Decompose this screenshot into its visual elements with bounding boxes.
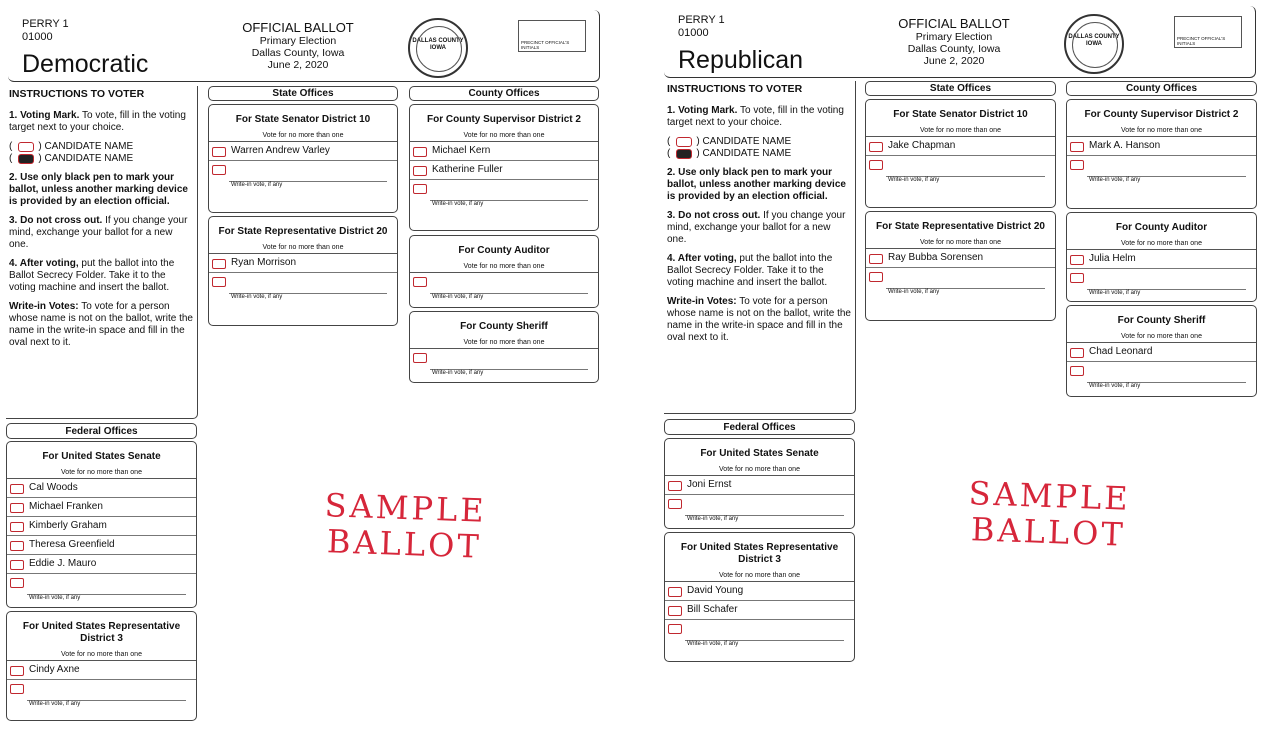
- candidate-row[interactable]: [7, 555, 196, 574]
- vote-oval-icon[interactable]: [413, 184, 427, 194]
- candidate-name: Mark A. Hanson: [1089, 140, 1161, 151]
- sample-filled-row: ( ) CANDIDATE NAME: [9, 153, 134, 164]
- vote-oval-icon[interactable]: [1070, 273, 1084, 283]
- vote-oval-icon[interactable]: [212, 277, 226, 287]
- vote-oval-icon[interactable]: [668, 606, 682, 616]
- instructions-text: [6, 86, 197, 358]
- vote-oval-icon[interactable]: [1070, 348, 1084, 358]
- race-title: For United States Senate: [42, 451, 161, 462]
- write-in-label: Write-in vote, if any: [1089, 383, 1141, 389]
- race-title: For County Sheriff: [1117, 315, 1206, 326]
- instruction-4: 4. After voting, put the ballot into the Ballot Secrecy Folder. Take it to the voting machine and insert the ballot.: [667, 253, 833, 288]
- sample-empty-oval-icon: [18, 142, 34, 152]
- federal-offices-header: Federal Offices: [6, 423, 197, 439]
- vote-oval-icon[interactable]: [1070, 366, 1084, 376]
- instructions-title: INSTRUCTIONS TO VOTER: [667, 83, 803, 95]
- candidate-name: David Young: [687, 585, 744, 596]
- instruction-writein: Write-in Votes: To vote for a person whose name is not on the ballot, write the name in the write-in space and fill in the oval next to it.: [9, 301, 193, 348]
- candidate-name: Cal Woods: [29, 482, 78, 493]
- precinct-code: 01000: [678, 27, 709, 39]
- candidate-row[interactable]: [665, 476, 854, 495]
- initials-label: PRECINCT OFFICIAL'S INITIALS: [1177, 36, 1226, 46]
- vote-for-instruction: Vote for no more than one: [410, 339, 598, 349]
- candidate-row[interactable]: [209, 142, 397, 161]
- race-county-supervisor: [409, 104, 599, 231]
- vote-oval-icon[interactable]: [10, 578, 24, 588]
- candidate-row[interactable]: [7, 661, 196, 680]
- candidate-row[interactable]: [866, 249, 1055, 268]
- ballot-separator: [602, 0, 658, 729]
- ballot-title: OFFICIAL BALLOT: [242, 20, 354, 35]
- race-title: For County Auditor: [1115, 222, 1208, 233]
- sample-empty-row: ( ) CANDIDATE NAME: [9, 141, 134, 152]
- race-county-supervisor: [1066, 99, 1257, 209]
- vote-for-instruction: Vote for no more than one: [1067, 240, 1256, 250]
- vote-oval-icon[interactable]: [413, 166, 427, 176]
- vote-oval-icon[interactable]: [668, 481, 682, 491]
- seal-text: DALLAS COUNTY IOWA: [412, 38, 464, 51]
- vote-for-instruction: Vote for no more than one: [7, 651, 196, 661]
- precinct-initials-box[interactable]: [518, 20, 586, 52]
- sample-filled-row: ( ) CANDIDATE NAME: [667, 148, 792, 159]
- vote-oval-icon[interactable]: [10, 522, 24, 532]
- state-offices-header: State Offices: [865, 81, 1056, 96]
- write-in-label: Write-in vote, if any: [29, 701, 81, 707]
- county-offices-header: County Offices: [1066, 81, 1257, 96]
- precinct-info: [22, 18, 69, 44]
- democratic-ballot: [0, 0, 602, 729]
- election-date: June 2, 2020: [267, 59, 329, 71]
- candidate-row[interactable]: [1067, 250, 1256, 269]
- race-state-senator: [865, 99, 1056, 208]
- candidate-name: Theresa Greenfield: [29, 539, 115, 550]
- race-title: For United States Representative District 3: [680, 542, 839, 565]
- instruction-2: 2. Use only black pen to mark your ballot, unless another marking device is provided by an election official.: [667, 167, 846, 202]
- vote-for-instruction: Vote for no more than one: [1067, 333, 1256, 343]
- seal-text: DALLAS COUNTY IOWA: [1068, 34, 1120, 47]
- party-name: Democratic: [22, 50, 149, 78]
- write-in-label: Write-in vote, if any: [231, 294, 283, 300]
- candidate-name: Eddie J. Mauro: [29, 558, 97, 569]
- vote-for-instruction: Vote for no more than one: [209, 132, 397, 142]
- candidate-name: Katherine Fuller: [432, 164, 503, 175]
- vote-oval-icon[interactable]: [413, 277, 427, 287]
- race-title: For State Representative District 20: [876, 221, 1045, 232]
- race-title: For County Supervisor District 2: [427, 114, 581, 125]
- race-state-senator: [208, 104, 398, 213]
- race-us-senate: [664, 438, 855, 529]
- vote-oval-icon[interactable]: [869, 142, 883, 152]
- vote-oval-icon[interactable]: [668, 499, 682, 509]
- candidate-name: Michael Kern: [432, 145, 491, 156]
- write-in-row[interactable]: [410, 180, 598, 206]
- vote-oval-icon[interactable]: [413, 353, 427, 363]
- instruction-2: 2. Use only black pen to mark your ballot, unless another marking device is provided by an election official.: [9, 172, 188, 207]
- write-in-row[interactable]: [665, 495, 854, 521]
- county-name: Dallas County, Iowa: [907, 43, 1001, 55]
- vote-for-instruction: Vote for no more than one: [665, 466, 854, 476]
- write-in-label: Write-in vote, if any: [432, 294, 484, 300]
- vote-for-instruction: Vote for no more than one: [7, 469, 196, 479]
- race-title: For United States Senate: [700, 448, 819, 459]
- ballot-header: [8, 10, 600, 82]
- sample-empty-oval-icon: [676, 137, 692, 147]
- party-name: Republican: [678, 46, 804, 74]
- race-us-senate: [6, 441, 197, 608]
- vote-oval-icon[interactable]: [10, 684, 24, 694]
- candidate-name: Ryan Morrison: [231, 257, 297, 268]
- vote-oval-icon[interactable]: [869, 272, 883, 282]
- candidate-row[interactable]: [209, 254, 397, 273]
- write-in-row[interactable]: [7, 680, 196, 706]
- vote-for-instruction: Vote for no more than one: [1067, 127, 1256, 137]
- vote-for-instruction: Vote for no more than one: [665, 572, 854, 582]
- vote-oval-icon[interactable]: [413, 147, 427, 157]
- precinct-name: PERRY 1: [678, 14, 725, 26]
- federal-offices-header: Federal Offices: [664, 419, 855, 435]
- write-in-label: Write-in vote, if any: [888, 177, 940, 183]
- precinct-initials-box[interactable]: [1174, 16, 1242, 48]
- write-in-row[interactable]: [1067, 362, 1256, 388]
- candidate-row[interactable]: [665, 601, 854, 620]
- race-us-representative: [664, 532, 855, 662]
- vote-oval-icon[interactable]: [869, 254, 883, 264]
- candidate-name: Bill Schafer: [687, 604, 738, 615]
- vote-oval-icon[interactable]: [1070, 142, 1084, 152]
- candidate-row[interactable]: [1067, 137, 1256, 156]
- vote-oval-icon[interactable]: [1070, 160, 1084, 170]
- ballot-title: OFFICIAL BALLOT: [898, 16, 1010, 31]
- vote-for-instruction: Vote for no more than one: [866, 127, 1055, 137]
- ballot-header: [664, 6, 1256, 78]
- initials-label: PRECINCT OFFICIAL'S INITIALS: [521, 40, 570, 50]
- candidate-name: Joni Ernst: [687, 479, 732, 490]
- state-offices-header: State Offices: [208, 86, 398, 101]
- precinct-name: PERRY 1: [22, 18, 69, 30]
- county-offices-header: County Offices: [409, 86, 599, 101]
- instruction-4: 4. After voting, put the ballot into the Ballot Secrecy Folder. Take it to the voting machine and insert the ballot.: [9, 258, 175, 293]
- candidate-row[interactable]: [665, 582, 854, 601]
- instruction-writein: Write-in Votes: To vote for a person whose name is not on the ballot, write the name in the write-in space and fill in the oval next to it.: [667, 296, 851, 343]
- candidate-row[interactable]: [7, 536, 196, 555]
- race-title: For State Senator District 10: [893, 109, 1028, 120]
- sample-filled-oval-icon: [18, 154, 34, 164]
- write-in-label: Write-in vote, if any: [687, 641, 739, 647]
- vote-oval-icon[interactable]: [10, 541, 24, 551]
- vote-oval-icon[interactable]: [212, 147, 226, 157]
- write-in-row[interactable]: [7, 574, 196, 600]
- county-seal-icon: [1064, 14, 1124, 74]
- candidate-row[interactable]: [7, 517, 196, 536]
- candidate-row[interactable]: [866, 137, 1055, 156]
- precinct-info: [678, 14, 725, 40]
- sample-empty-row: ( ) CANDIDATE NAME: [667, 136, 792, 147]
- write-in-row[interactable]: [866, 268, 1055, 294]
- vote-for-instruction: Vote for no more than one: [209, 244, 397, 254]
- vote-for-instruction: Vote for no more than one: [410, 263, 598, 273]
- write-in-row[interactable]: [209, 273, 397, 299]
- vote-oval-icon[interactable]: [668, 624, 682, 634]
- sample-filled-oval-icon: [676, 149, 692, 159]
- write-in-row[interactable]: [866, 156, 1055, 182]
- write-in-label: Write-in vote, if any: [29, 595, 81, 601]
- candidate-row[interactable]: [410, 161, 598, 180]
- candidate-row[interactable]: [1067, 343, 1256, 362]
- write-in-row[interactable]: [665, 620, 854, 646]
- election-date: June 2, 2020: [923, 55, 985, 67]
- instruction-3: 3. Do not cross out. If you change your mind, exchange your ballot for a new one.: [9, 215, 188, 250]
- instruction-3: 3. Do not cross out. If you change your mind, exchange your ballot for a new one.: [667, 210, 846, 245]
- vote-for-instruction: Vote for no more than one: [410, 132, 598, 142]
- race-state-representative: [865, 211, 1056, 321]
- vote-oval-icon[interactable]: [10, 503, 24, 513]
- race-title: For County Auditor: [458, 245, 550, 256]
- republican-ballot: [658, 0, 1264, 729]
- candidate-row[interactable]: [7, 479, 196, 498]
- race-title: For County Supervisor District 2: [1084, 109, 1239, 120]
- sample-ballot-stamp: SAMPLE BALLOT: [324, 486, 488, 566]
- county-name: Dallas County, Iowa: [251, 47, 345, 59]
- instructions-text: [664, 81, 855, 353]
- race-title: For United States Representative District 3: [22, 621, 181, 644]
- race-us-representative: [6, 611, 197, 721]
- vote-oval-icon[interactable]: [212, 165, 226, 175]
- ballot-title-block: [208, 20, 388, 71]
- candidate-name: Julia Helm: [1089, 253, 1136, 264]
- vote-oval-icon[interactable]: [10, 484, 24, 494]
- write-in-label: Write-in vote, if any: [432, 370, 484, 376]
- vote-oval-icon[interactable]: [668, 587, 682, 597]
- vote-oval-icon[interactable]: [10, 666, 24, 676]
- candidate-name: Kimberly Graham: [29, 520, 107, 531]
- candidate-name: Chad Leonard: [1089, 346, 1153, 357]
- write-in-label: Write-in vote, if any: [888, 289, 940, 295]
- candidate-name: Jake Chapman: [888, 140, 956, 151]
- write-in-label: Write-in vote, if any: [1089, 290, 1141, 296]
- race-county-sheriff: [409, 311, 599, 383]
- race-title: For County Sheriff: [460, 321, 548, 332]
- race-title: For State Senator District 10: [235, 114, 371, 125]
- write-in-row[interactable]: [410, 349, 598, 375]
- write-in-label: Write-in vote, if any: [1089, 177, 1141, 183]
- instruction-1: 1. Voting Mark. To vote, fill in the voting target next to your choice.: [667, 105, 844, 128]
- race-county-auditor: [1066, 212, 1257, 302]
- write-in-row[interactable]: [1067, 269, 1256, 295]
- vote-oval-icon[interactable]: [212, 259, 226, 269]
- race-state-representative: [208, 216, 398, 326]
- vote-oval-icon[interactable]: [869, 160, 883, 170]
- candidate-row[interactable]: [410, 142, 598, 161]
- candidate-name: Michael Franken: [29, 501, 103, 512]
- race-county-sheriff: [1066, 305, 1257, 397]
- election-name: Primary Election: [259, 35, 337, 47]
- county-seal-icon: [408, 18, 468, 78]
- candidate-name: Warren Andrew Varley: [231, 145, 330, 156]
- candidate-row[interactable]: [7, 498, 196, 517]
- ballot-title-block: [864, 16, 1044, 67]
- vote-oval-icon[interactable]: [1070, 255, 1084, 265]
- write-in-label: Write-in vote, if any: [687, 516, 739, 522]
- write-in-row[interactable]: [410, 273, 598, 299]
- race-title: For State Representative District 20: [218, 226, 388, 237]
- write-in-row[interactable]: [1067, 156, 1256, 182]
- instructions-title: INSTRUCTIONS TO VOTER: [9, 88, 145, 100]
- candidate-name: Cindy Axne: [29, 664, 80, 675]
- candidate-name: Ray Bubba Sorensen: [888, 252, 984, 263]
- vote-for-instruction: Vote for no more than one: [866, 239, 1055, 249]
- instructions-panel: [6, 86, 198, 419]
- instructions-panel: [664, 81, 856, 414]
- election-name: Primary Election: [915, 31, 993, 43]
- vote-oval-icon[interactable]: [10, 560, 24, 570]
- write-in-label: Write-in vote, if any: [432, 201, 484, 207]
- precinct-code: 01000: [22, 31, 53, 43]
- instruction-1: 1. Voting Mark. To vote, fill in the voting target next to your choice.: [9, 110, 186, 133]
- sample-ballot-stamp: SAMPLE BALLOT: [968, 474, 1132, 554]
- write-in-row[interactable]: [209, 161, 397, 187]
- race-county-auditor: [409, 235, 599, 308]
- write-in-label: Write-in vote, if any: [231, 182, 283, 188]
